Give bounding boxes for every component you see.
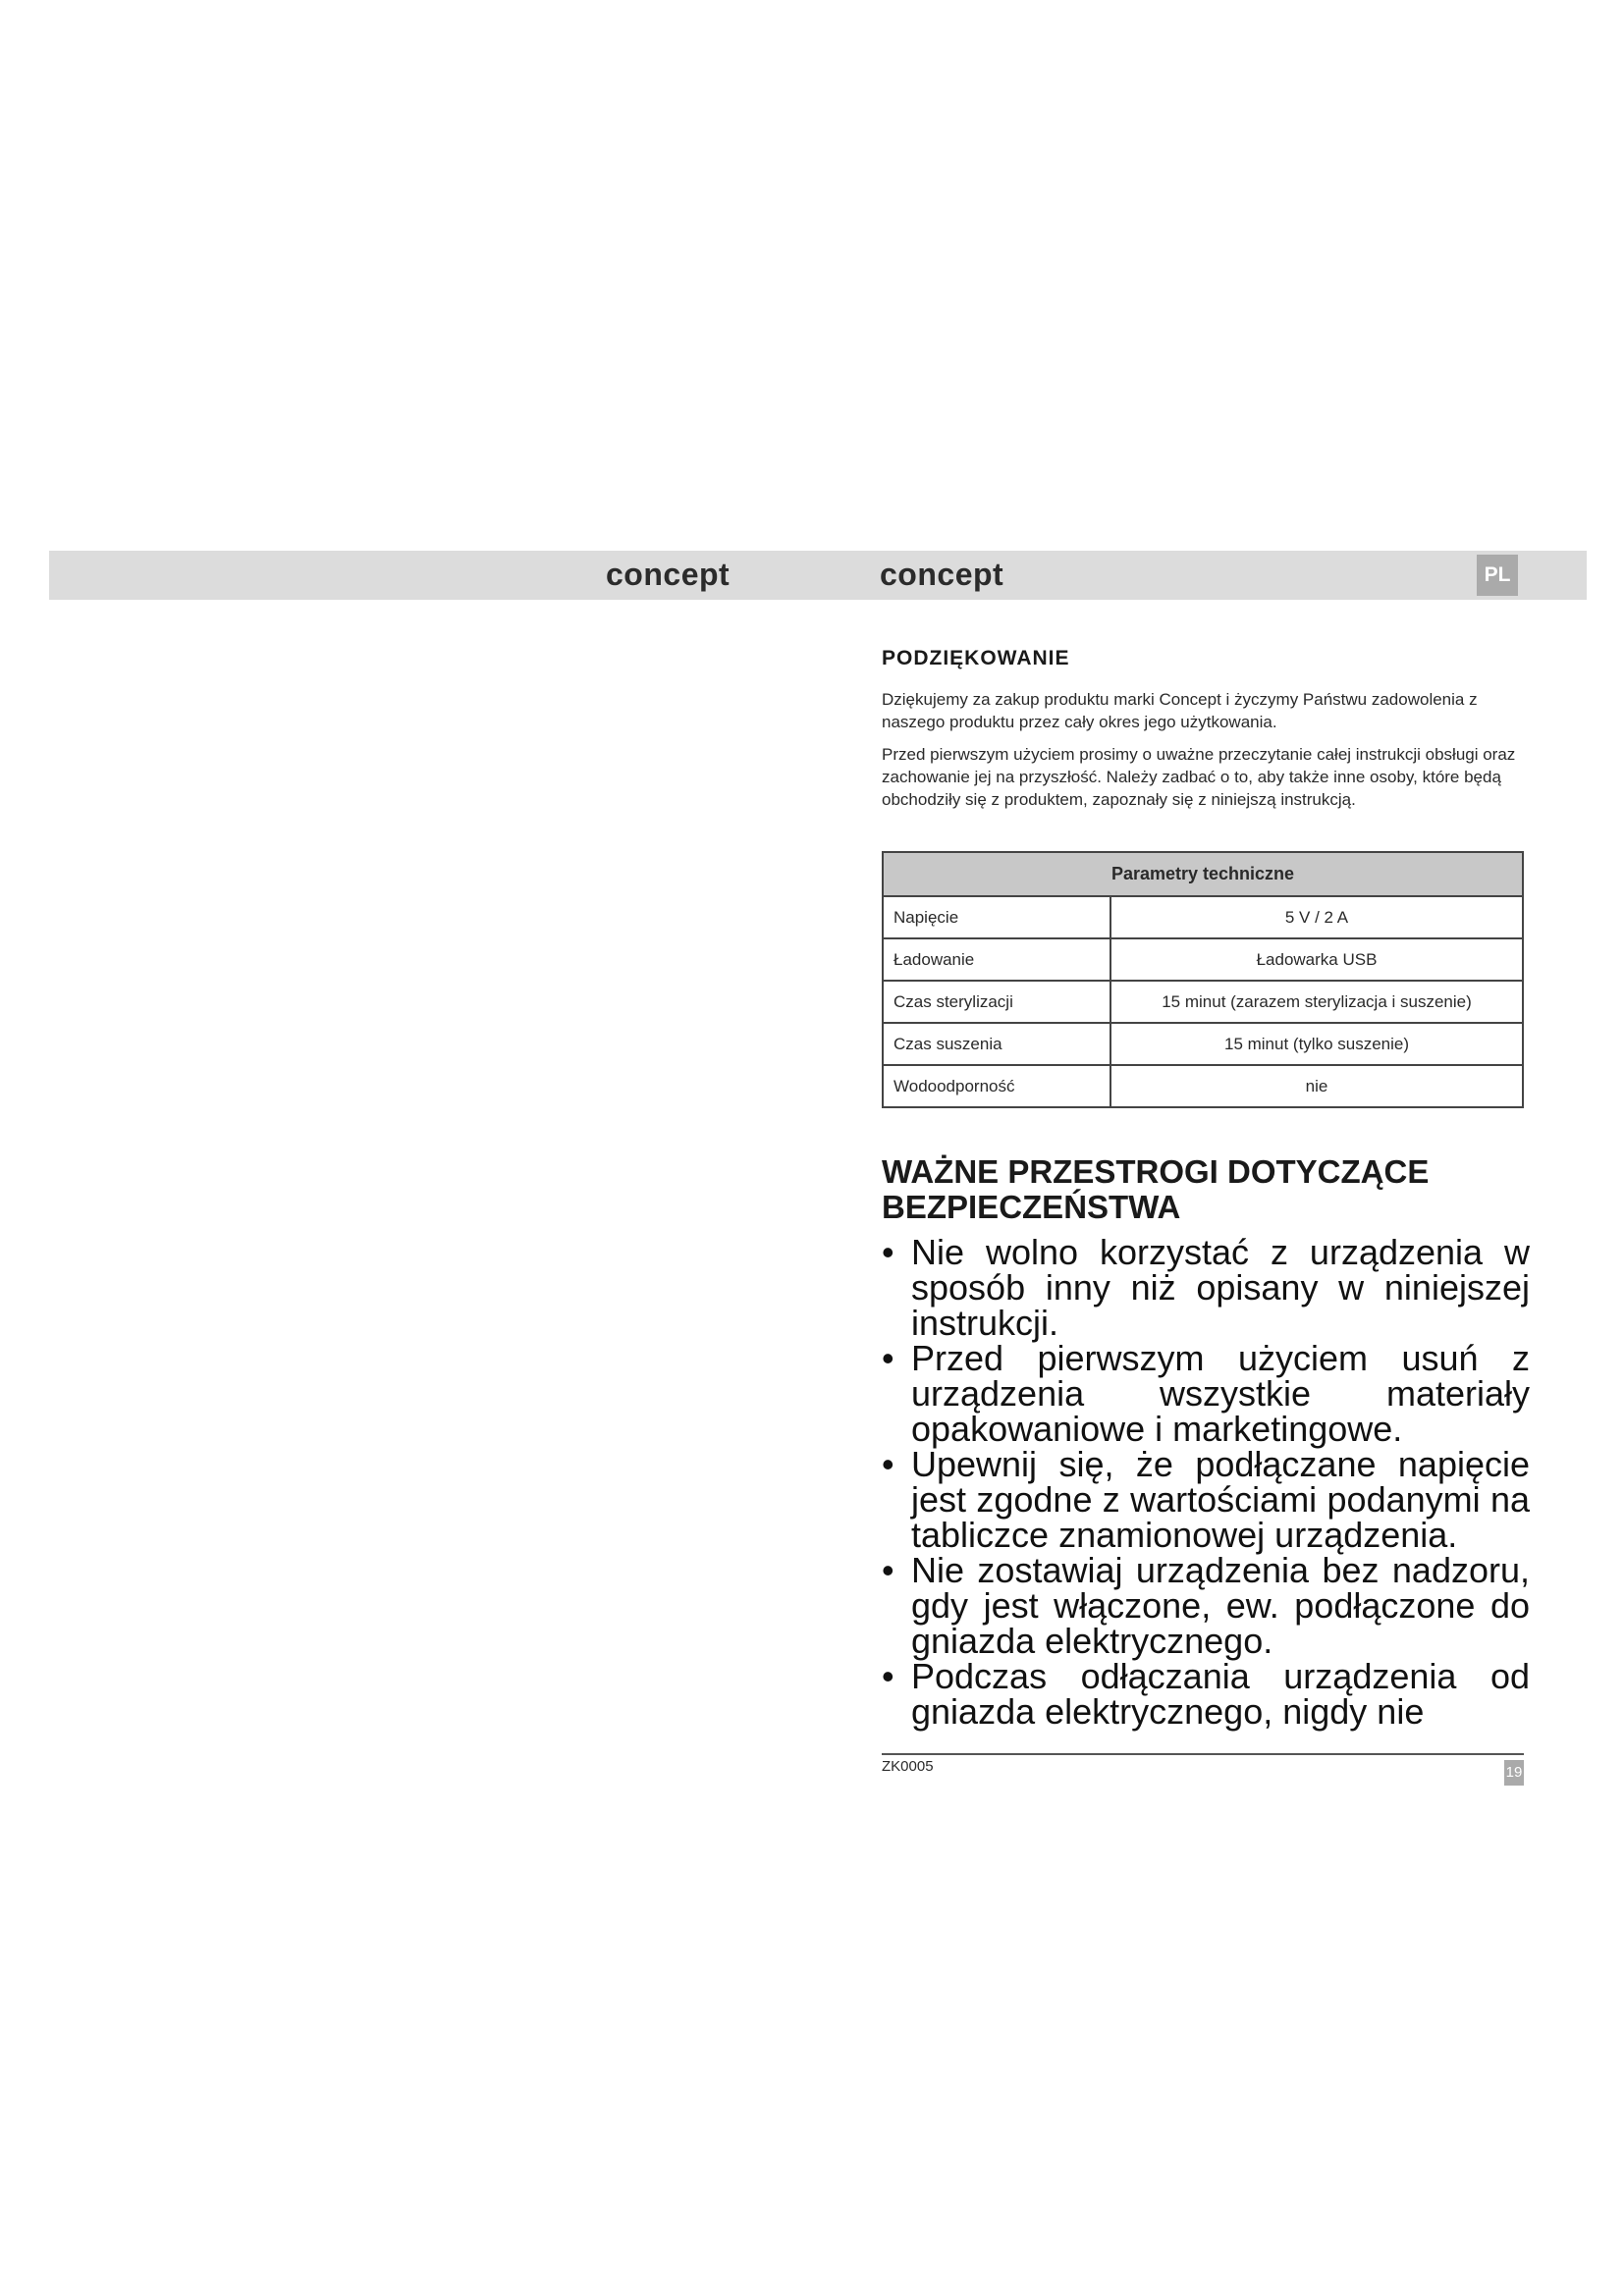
thanks-paragraph-2: Przed pierwszym użyciem prosimy o uważne przeczytanie całej instrukcji obsługi oraz zachowanie jej na przyszłość. Należy zadbać o to, aby także inne osoby, które będą obchodziły się z produktem, zapoznały się z niniejszą instrukcją.	[882, 745, 1516, 809]
list-item: • Upewnij się, że podłączane napięcie jest zgodne z wartościami podanymi na tabliczce znamionowej urządzenia.	[882, 1447, 1530, 1553]
model-number: ZK0005	[882, 1758, 934, 1775]
table-row	[883, 1023, 1523, 1065]
table-row	[883, 1065, 1523, 1107]
spec-value: 15 minut (zarazem sterylizacja i suszenie)	[1110, 981, 1523, 1023]
safety-title-line-2: BEZPIECZEŃSTWA	[882, 1189, 1181, 1225]
spec-label: Ładowanie	[883, 938, 1110, 981]
spec-label: Wodoodporność	[883, 1065, 1110, 1107]
spec-label: Czas suszenia	[883, 1023, 1110, 1065]
spec-label: Czas sterylizacji	[883, 981, 1110, 1023]
safety-title	[882, 1154, 1530, 1225]
list-item: • Podczas odłączania urządzenia od gniazda elektrycznego, nigdy nie	[882, 1659, 1530, 1730]
spec-value: nie	[1110, 1065, 1523, 1107]
spec-value: 5 V / 2 A	[1110, 896, 1523, 938]
safety-list	[882, 1232, 1530, 1732]
thanks-title: PODZIĘKOWANIE	[882, 647, 1070, 669]
spec-value: Ładowarka USB	[1110, 938, 1523, 981]
spec-table-header: Parametry techniczne	[883, 852, 1523, 896]
language-badge: PL	[1477, 555, 1518, 596]
safety-title-line-1: WAŻNE PRZESTROGI DOTYCZĄCE	[882, 1153, 1430, 1190]
spec-table	[882, 851, 1524, 1108]
thanks-paragraph-1: Dziękujemy za zakup produktu marki Concept i życzymy Państwu zadowolenia z naszego produktu przez cały okres jego użytkowania.	[882, 690, 1478, 731]
footer-divider	[882, 1753, 1524, 1755]
table-row	[883, 981, 1523, 1023]
table-row	[883, 896, 1523, 938]
concept-logo-left: concept	[606, 557, 731, 592]
spec-value: 15 minut (tylko suszenie)	[1110, 1023, 1523, 1065]
list-item: • Nie wolno korzystać z urządzenia w sposób inny niż opisany w niniejszej instrukcji.	[882, 1235, 1530, 1341]
concept-logo-right: concept	[880, 557, 1004, 592]
list-item: • Nie zostawiaj urządzenia bez nadzoru, gdy jest włączone, ew. podłączone do gniazda elektrycznego.	[882, 1553, 1530, 1659]
page-number: 19	[1504, 1760, 1524, 1786]
header-band	[49, 551, 1587, 600]
spec-label: Napięcie	[883, 896, 1110, 938]
list-item: • Przed pierwszym użyciem usuń z urządzenia wszystkie materiały opakowaniowe i marketingowe.	[882, 1341, 1530, 1447]
table-row	[883, 938, 1523, 981]
